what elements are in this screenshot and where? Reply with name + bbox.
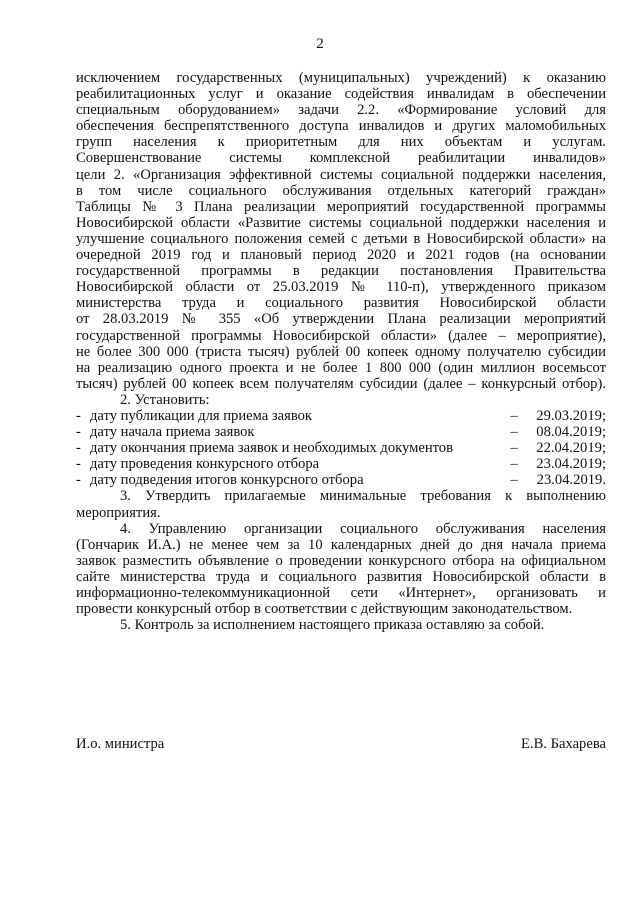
date-item	[76, 424, 606, 440]
text-line: тысяч) рублей 00 копеек всем получателям субсидии (далее – конкурсный отбор).	[76, 375, 606, 392]
date-separator: –	[510, 456, 518, 473]
list-dash: -	[76, 472, 81, 489]
text-line: специальным оборудованием» задачи 2.2. «Формирование условий для	[76, 102, 606, 119]
text-line: групп населения к приоритетным для них объектам и услугам.	[76, 134, 606, 151]
text-line: очередной 2019 год и плановый период 2020 и 2021 годов (на основании	[76, 247, 606, 264]
text-line: на реализацию одного проекта и не более 1 800 000 (один миллион восемьсот	[76, 359, 606, 376]
paragraph-1	[76, 70, 606, 392]
date-item	[76, 456, 606, 472]
text-line: провести конкурсный отбор в соответствии с действующим законодательством.	[76, 601, 573, 618]
date-item	[76, 408, 606, 424]
date-label: дату подведения итогов конкурсного отбора	[90, 472, 364, 489]
text-line: цели 2. «Организация эффективной системы социальной поддержки населения,	[76, 166, 606, 183]
text-line: 4. Управлению организации социального обслуживания населения	[120, 520, 606, 537]
date-item	[76, 440, 606, 456]
text-line: не более 300 000 (триста тысяч) рублей 00 копеек одному получателю субсидии	[76, 343, 606, 360]
page-number: 2	[316, 36, 324, 52]
dates-list	[76, 408, 606, 488]
text-line: заявок разместить объявление о проведении конкурсного отбора на официальном	[76, 552, 606, 569]
date-value: 08.04.2019;	[536, 424, 606, 441]
text-line: Совершенствование системы комплексной реабилитации инвалидов»	[76, 150, 606, 167]
text-line: сайте министерства труда и социального развития Новосибирской области в	[76, 568, 606, 585]
list-dash: -	[76, 456, 81, 473]
text-line: улучшение социального положения семей с детьми в Новосибирской области» на	[76, 230, 606, 247]
signature-block	[76, 736, 606, 753]
date-value: 23.04.2019.	[536, 472, 606, 489]
date-label: дату публикации для приема заявок	[90, 407, 313, 424]
paragraph-4	[76, 521, 606, 618]
text-line: мероприятия.	[76, 504, 161, 521]
date-separator: –	[510, 424, 518, 441]
date-label: дату проведения конкурсного отбора	[90, 456, 320, 473]
text-line: министерства труда и социального развития Новосибирской области	[76, 295, 606, 312]
text-line: исключением государственных (муниципальных) учреждений) к оказанию	[76, 70, 606, 86]
text-line: государственной программы Новосибирской области» (далее – мероприятие),	[76, 327, 606, 344]
document-body	[76, 70, 606, 633]
text-line: государственной программы в редакции постановления Правительства	[76, 263, 606, 280]
list-dash: -	[76, 424, 81, 441]
date-value: 23.04.2019;	[536, 456, 606, 473]
date-value: 29.03.2019;	[536, 407, 606, 424]
text-line: 3. Утвердить прилагаемые минимальные требования к выполнению	[120, 488, 606, 505]
text-line: Новосибирской области «Развитие системы социальной поддержки населения и	[76, 214, 606, 231]
date-value: 22.04.2019;	[536, 440, 606, 457]
text-line: информационно-телекоммуникационной сети «Интернет», организовать и	[76, 585, 606, 601]
signatory-name: Е.В. Бахарева	[521, 736, 606, 752]
paragraph-5: 5. Контроль за исполнением настоящего приказа оставляю за собой.	[120, 617, 545, 634]
text-line: в том числе социального обслуживания отдельных категорий граждан»	[76, 182, 606, 199]
date-separator: –	[510, 407, 518, 424]
text-line: Таблицы № 3 Плана реализации мероприятий государственной программы	[76, 198, 606, 215]
text-line: обеспечения беспрепятственного доступа инвалидов и других маломобильных	[76, 118, 606, 135]
paragraph-3	[76, 488, 606, 520]
date-label: дату окончания приема заявок и необходимых документов	[90, 440, 453, 457]
paragraph-2-heading: 2. Установить:	[120, 391, 210, 408]
list-dash: -	[76, 407, 81, 424]
date-label: дату начала приема заявок	[90, 424, 255, 441]
date-item	[76, 472, 606, 488]
list-dash: -	[76, 440, 81, 457]
date-separator: –	[510, 440, 518, 457]
text-line: Новосибирской области от 25.03.2019 № 110-п), утвержденного приказом	[76, 279, 606, 296]
text-line: реабилитационных услуг и оказание содействия инвалидам в обеспечении	[76, 86, 606, 103]
signatory-position: И.о. министра	[76, 736, 165, 752]
text-line: от 28.03.2019 № 355 «Об утверждении Плана реализации мероприятий	[76, 311, 606, 328]
text-line: (Гончарик И.А.) не менее чем за 10 календарных дней до дня начала приема	[76, 536, 606, 553]
date-separator: –	[510, 472, 518, 489]
